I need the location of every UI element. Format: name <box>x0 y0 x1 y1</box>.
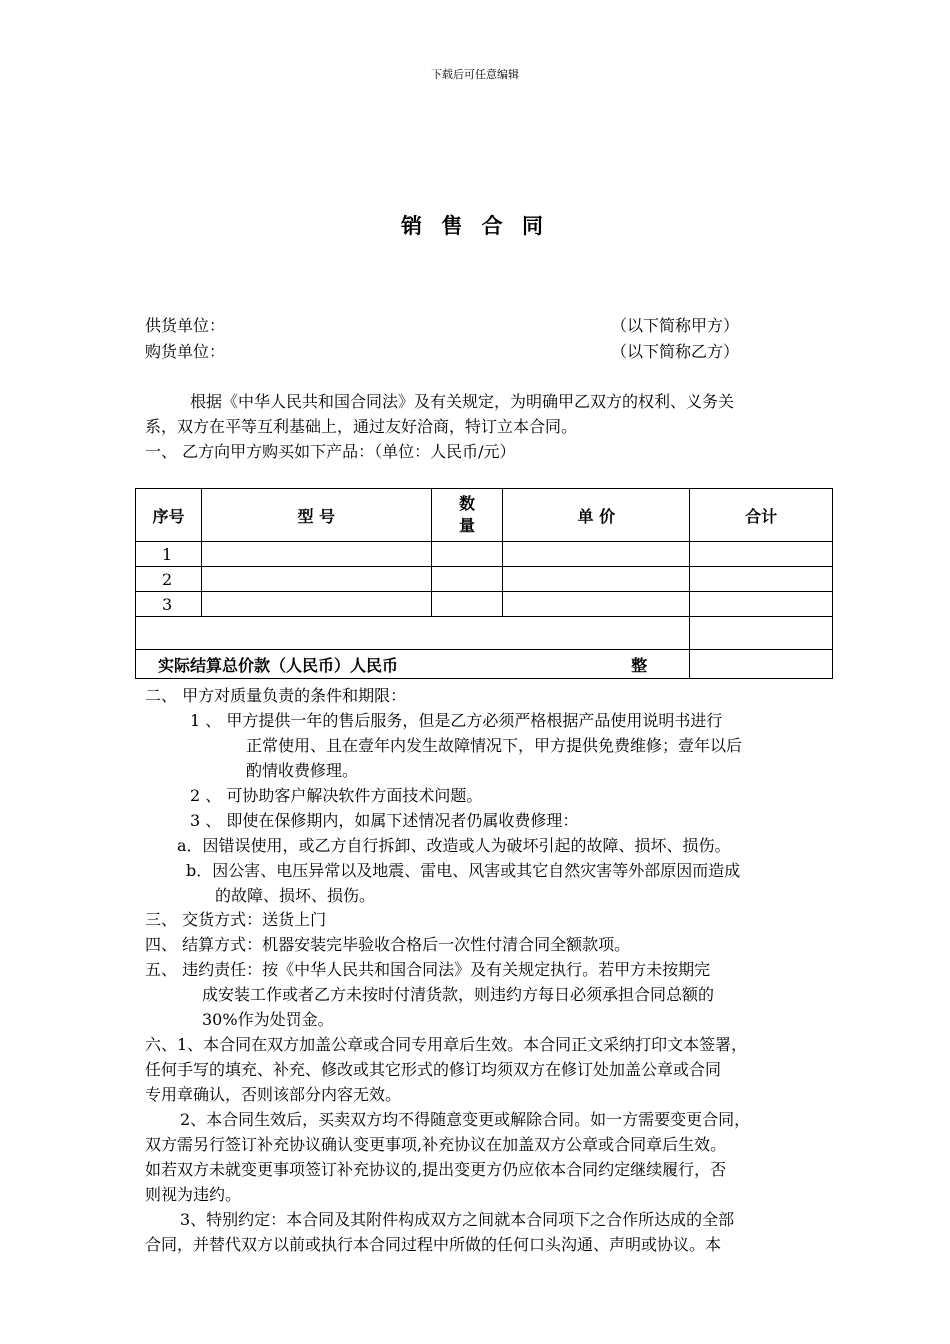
row-seq: 1 <box>136 542 202 567</box>
row-total-cell[interactable] <box>690 542 833 567</box>
col-price: 单 价 <box>503 489 690 542</box>
row-total-cell[interactable] <box>690 567 833 592</box>
col-total: 合计 <box>690 489 833 542</box>
row-price-cell[interactable] <box>503 567 690 592</box>
section-6-2-line-3: 如若双方未就变更事项签订补充协议的,提出变更方仍应依本合同约定继续履行，否 <box>145 1160 727 1179</box>
row-model-cell[interactable] <box>201 542 431 567</box>
section-6-3-line-1: 3、特别约定：本合同及其附件构成双方之间就本合同项下之合作所达成的全部 <box>180 1210 735 1229</box>
buyer-note: （以下简称乙方） <box>611 342 740 361</box>
buyer-line <box>145 340 845 364</box>
table-row <box>136 542 833 567</box>
row-price-cell[interactable] <box>503 592 690 617</box>
row-seq: 2 <box>136 567 202 592</box>
supplier-line <box>145 314 845 338</box>
product-table <box>135 488 833 679</box>
s2-item-1-line-3: 酌情收费修理。 <box>246 761 359 780</box>
s2-item-3: 3 、 即使在保修期内，如属下述情况者仍属收费修理： <box>190 811 579 830</box>
s2-item-b-line-1: b．因公害、电压异常以及地震、雷电、风害或其它自然灾害等外部原因而造成 <box>186 861 741 880</box>
row-total-cell[interactable] <box>690 592 833 617</box>
blank-total-cell[interactable] <box>690 617 833 650</box>
document-title: 销 售 合 同 <box>401 214 549 238</box>
s2-item-b-line-2: 的故障、损坏、损伤。 <box>215 886 376 905</box>
col-qty-1: 数 <box>459 494 476 513</box>
supplier-note: （以下简称甲方） <box>611 316 740 335</box>
col-seq: 序号 <box>136 489 202 542</box>
page-header: 下载后可任意编辑 <box>431 68 519 81</box>
row-qty-cell[interactable] <box>431 592 503 617</box>
table-total-row <box>136 650 833 679</box>
s2-item-2: 2 、 可协助客户解决软件方面技术问题。 <box>190 786 483 805</box>
section-4: 四、 结算方式：机器安装完毕验收合格后一次性付清合同全额款项。 <box>145 935 631 954</box>
row-model-cell[interactable] <box>201 567 431 592</box>
row-seq: 3 <box>136 592 202 617</box>
col-model: 型 号 <box>201 489 431 542</box>
total-amount-cell[interactable] <box>690 650 833 679</box>
section-6-line-1: 六、1、本合同在双方加盖公章或合同专用章后生效。本合同正文采纳打印文本签署， <box>145 1035 748 1054</box>
blank-merged-cell[interactable] <box>136 617 690 650</box>
row-qty-cell[interactable] <box>431 542 503 567</box>
row-model-cell[interactable] <box>201 592 431 617</box>
table-header-row <box>136 489 833 542</box>
col-qty-2: 量 <box>459 516 476 535</box>
table-row <box>136 567 833 592</box>
s2-item-a: a．因错误使用，或乙方自行拆卸、改造或人为破坏引起的故障、损坏、损伤。 <box>177 836 731 855</box>
intro-line-1: 根据《中华人民共和国合同法》及有关规定，为明确甲乙双方的权利、义务关 <box>190 392 735 411</box>
total-label-cell <box>136 650 690 679</box>
section-6-2-line-2: 双方需另行签订补充协议确认变更事项,补充协议在加盖双方公章或合同章后生效。 <box>145 1135 727 1154</box>
section-5-line-3: 30%作为处罚金。 <box>202 1010 334 1029</box>
section-6-line-3: 专用章确认，否则该部分内容无效。 <box>145 1085 402 1104</box>
section-3: 三、 交货方式：送货上门 <box>145 910 327 929</box>
section-6-2-line-4: 则视为违约。 <box>145 1185 242 1204</box>
buyer-label: 购货单位： <box>145 342 226 361</box>
section-1: 一、 乙方向甲方购买如下产品：（单位：人民币/元） <box>145 442 516 461</box>
supplier-label: 供货单位： <box>145 316 226 335</box>
row-qty-cell[interactable] <box>431 567 503 592</box>
section-5-line-1: 五、 违约责任：按《中华人民共和国合同法》及有关规定执行。若甲方未按期完 <box>145 960 711 979</box>
table-blank-row <box>136 617 833 650</box>
section-6-line-2: 任何手写的填充、补充、修改或其它形式的修订均须双方在修订处加盖公章或合同 <box>145 1060 722 1079</box>
section-6-2-line-1: 2、本合同生效后，买卖双方均不得随意变更或解除合同。如一方需要变更合同， <box>180 1110 751 1129</box>
intro-line-2: 系，双方在平等互利基础上，通过友好洽商，特订立本合同。 <box>145 417 578 436</box>
section-2: 二、 甲方对质量负责的条件和期限： <box>145 686 407 705</box>
section-6-3-line-2: 合同，并替代双方以前或执行本合同过程中所做的任何口头沟通、声明或协议。本 <box>145 1235 722 1254</box>
section-5-line-2: 成安装工作或者乙方未按时付清货款，则违约方每日必须承担合同总额的 <box>202 985 715 1004</box>
table-row <box>136 592 833 617</box>
col-qty <box>431 489 503 542</box>
row-price-cell[interactable] <box>503 542 690 567</box>
s2-item-1-line-2: 正常使用、且在壹年内发生故障情况下，甲方提供免费维修；壹年以后 <box>246 736 743 755</box>
total-suffix: 整 <box>631 655 648 675</box>
total-label: 实际结算总价款（人民币）人民币 <box>158 655 399 675</box>
s2-item-1-line-1: 1 、 甲方提供一年的售后服务，但是乙方必须严格根据产品使用说明书进行 <box>190 711 723 730</box>
